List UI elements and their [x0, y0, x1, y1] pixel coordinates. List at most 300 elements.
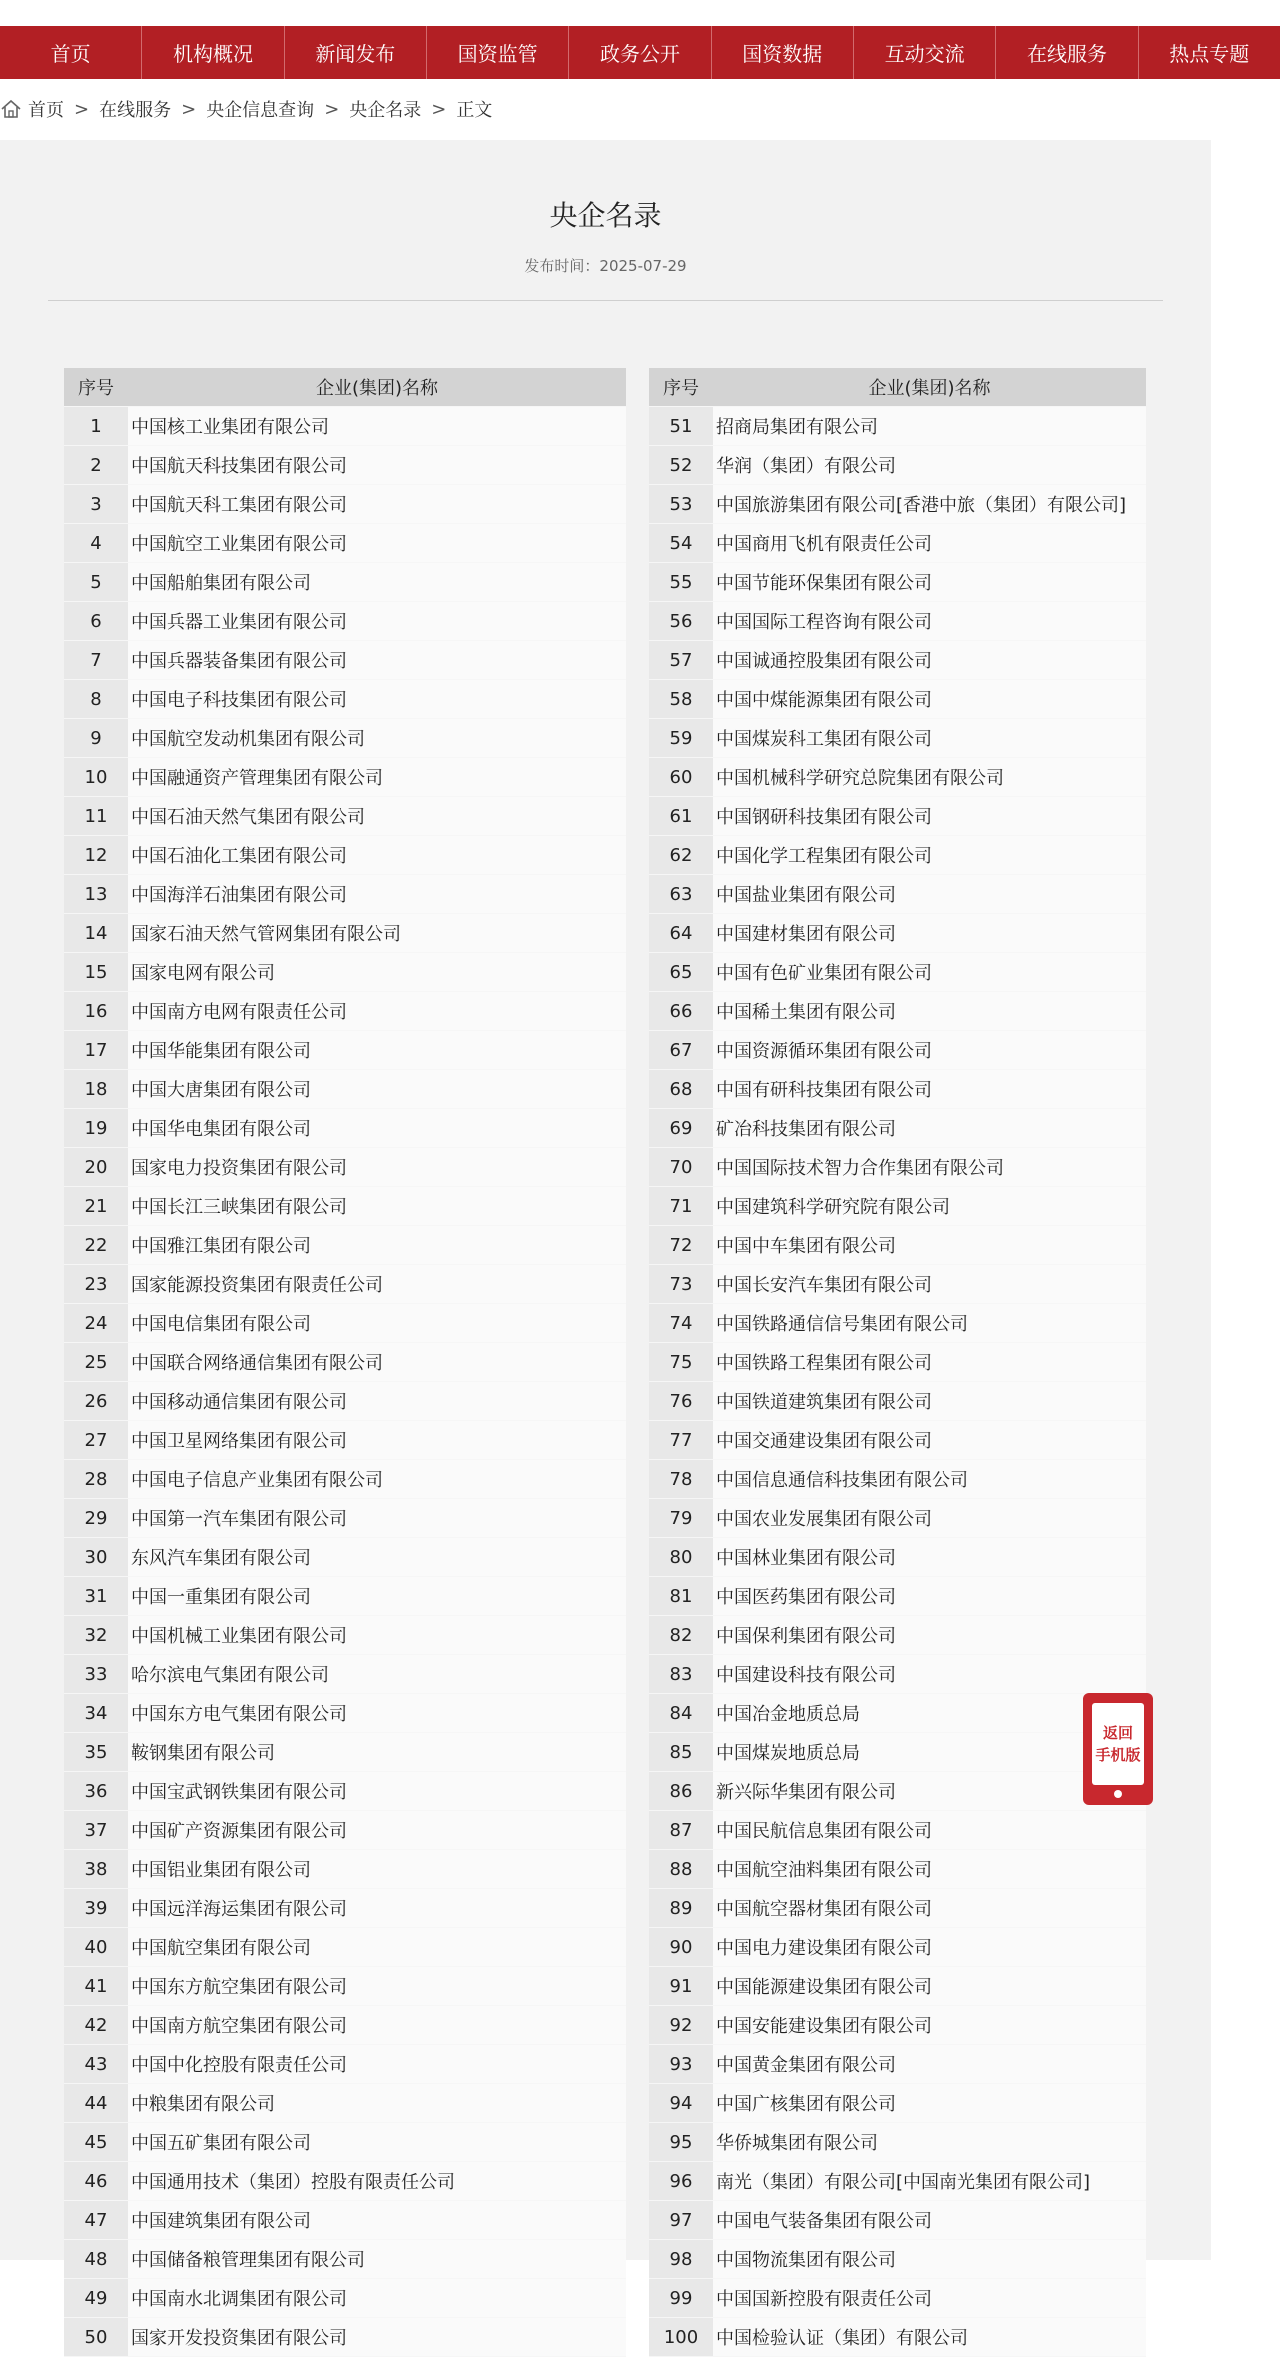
company-name: 哈尔滨电气集团有限公司 — [128, 1655, 626, 1694]
back-to-mobile-button[interactable] — [1083, 1693, 1153, 1805]
row-number: 95 — [649, 2123, 713, 2162]
row-number: 58 — [649, 680, 713, 719]
row-number: 52 — [649, 446, 713, 485]
table-row — [649, 2279, 1146, 2318]
table-row — [649, 953, 1146, 992]
table-row — [64, 602, 626, 641]
row-number: 19 — [64, 1109, 128, 1148]
table-row — [649, 407, 1146, 446]
company-name: 中粮集团有限公司 — [128, 2084, 626, 2123]
row-number: 41 — [64, 1967, 128, 2006]
row-number: 77 — [649, 1421, 713, 1460]
mobile-button-line2: 手机版 — [1095, 1746, 1141, 1764]
table-row — [649, 680, 1146, 719]
main-nav — [0, 26, 1280, 79]
company-name: 中国稀土集团有限公司 — [713, 992, 1146, 1031]
table-row — [64, 719, 626, 758]
row-number: 97 — [649, 2201, 713, 2240]
row-number: 44 — [64, 2084, 128, 2123]
row-number: 84 — [649, 1694, 713, 1733]
table-row — [649, 1850, 1146, 1889]
company-name: 新兴际华集团有限公司 — [713, 1772, 1146, 1811]
company-name: 中国航空器材集团有限公司 — [713, 1889, 1146, 1928]
company-name: 中国物流集团有限公司 — [713, 2240, 1146, 2279]
table-row — [64, 992, 626, 1031]
nav-item-2[interactable]: 新闻发布 — [285, 26, 427, 79]
table-row — [649, 1655, 1146, 1694]
table-row — [64, 641, 626, 680]
company-name: 中国东方电气集团有限公司 — [128, 1694, 626, 1733]
row-number: 16 — [64, 992, 128, 1031]
company-name: 中国五矿集团有限公司 — [128, 2123, 626, 2162]
table-row — [649, 1148, 1146, 1187]
row-number: 48 — [64, 2240, 128, 2279]
row-number: 76 — [649, 1382, 713, 1421]
company-name: 中国诚通控股集团有限公司 — [713, 641, 1146, 680]
breadcrumb — [0, 96, 492, 122]
company-name: 中国移动通信集团有限公司 — [128, 1382, 626, 1421]
table-row — [64, 2006, 626, 2045]
row-number: 25 — [64, 1343, 128, 1382]
company-name: 中国宝武钢铁集团有限公司 — [128, 1772, 626, 1811]
company-name: 中国钢研科技集团有限公司 — [713, 797, 1146, 836]
row-number: 34 — [64, 1694, 128, 1733]
row-number: 100 — [649, 2318, 713, 2357]
company-name: 中国冶金地质总局 — [713, 1694, 1146, 1733]
company-name: 中国航空集团有限公司 — [128, 1928, 626, 1967]
table-row — [64, 1616, 626, 1655]
row-number: 15 — [64, 953, 128, 992]
company-name: 中国大唐集团有限公司 — [128, 1070, 626, 1109]
company-name: 中国航天科工集团有限公司 — [128, 485, 626, 524]
company-name: 中国南方航空集团有限公司 — [128, 2006, 626, 2045]
table-row — [649, 1889, 1146, 1928]
company-name: 中国一重集团有限公司 — [128, 1577, 626, 1616]
company-name: 中国商用飞机有限责任公司 — [713, 524, 1146, 563]
table-row — [64, 1772, 626, 1811]
table-row — [64, 2045, 626, 2084]
row-number: 47 — [64, 2201, 128, 2240]
table-row — [649, 797, 1146, 836]
company-name: 中国核工业集团有限公司 — [128, 407, 626, 446]
row-number: 53 — [649, 485, 713, 524]
publish-date: 2025-07-29 — [599, 257, 687, 275]
company-name: 中国煤炭科工集团有限公司 — [713, 719, 1146, 758]
table-row — [64, 953, 626, 992]
company-name: 中国信息通信科技集团有限公司 — [713, 1460, 1146, 1499]
row-number: 49 — [64, 2279, 128, 2318]
table-row — [64, 1265, 626, 1304]
row-number: 93 — [649, 2045, 713, 2084]
row-number: 7 — [64, 641, 128, 680]
table-row — [649, 1538, 1146, 1577]
row-number: 10 — [64, 758, 128, 797]
company-name: 招商局集团有限公司 — [713, 407, 1146, 446]
row-number: 12 — [64, 836, 128, 875]
company-name: 中国铁路工程集团有限公司 — [713, 1343, 1146, 1382]
table-row — [64, 1304, 626, 1343]
company-name: 中国雅江集团有限公司 — [128, 1226, 626, 1265]
table-row — [64, 797, 626, 836]
company-name: 中国中煤能源集团有限公司 — [713, 680, 1146, 719]
header-name: 企业(集团)名称 — [713, 368, 1146, 407]
row-number: 99 — [649, 2279, 713, 2318]
company-name: 中国航天科技集团有限公司 — [128, 446, 626, 485]
table-row — [64, 1460, 626, 1499]
header-no: 序号 — [64, 368, 128, 407]
row-number: 45 — [64, 2123, 128, 2162]
company-name: 中国国际工程咨询有限公司 — [713, 602, 1146, 641]
row-number: 32 — [64, 1616, 128, 1655]
row-number: 35 — [64, 1733, 128, 1772]
table-row — [649, 1967, 1146, 2006]
table-row — [64, 2279, 626, 2318]
header-name: 企业(集团)名称 — [128, 368, 626, 407]
table-row — [649, 758, 1146, 797]
table-row — [64, 2162, 626, 2201]
company-name: 中国机械科学研究总院集团有限公司 — [713, 758, 1146, 797]
row-number: 43 — [64, 2045, 128, 2084]
table-row — [64, 1421, 626, 1460]
company-name: 中国远洋海运集团有限公司 — [128, 1889, 626, 1928]
row-number: 62 — [649, 836, 713, 875]
company-name: 中国广核集团有限公司 — [713, 2084, 1146, 2123]
company-name: 中国盐业集团有限公司 — [713, 875, 1146, 914]
company-name: 中国有研科技集团有限公司 — [713, 1070, 1146, 1109]
row-number: 81 — [649, 1577, 713, 1616]
table-row — [64, 563, 626, 602]
row-number: 73 — [649, 1265, 713, 1304]
table-row — [64, 875, 626, 914]
home-icon — [0, 98, 22, 120]
company-name: 中国医药集团有限公司 — [713, 1577, 1146, 1616]
company-name: 中国民航信息集团有限公司 — [713, 1811, 1146, 1850]
nav-item-8[interactable]: 热点专题 — [1169, 42, 1250, 66]
company-name: 中国农业发展集团有限公司 — [713, 1499, 1146, 1538]
row-number: 71 — [649, 1187, 713, 1226]
row-number: 26 — [64, 1382, 128, 1421]
company-name: 中国东方航空集团有限公司 — [128, 1967, 626, 2006]
table-row — [64, 2318, 626, 2357]
nav-item-0[interactable]: 首页 — [0, 26, 142, 79]
table-row — [649, 1421, 1146, 1460]
row-number: 22 — [64, 1226, 128, 1265]
table-row — [64, 1811, 626, 1850]
row-number: 5 — [64, 563, 128, 602]
row-number: 20 — [64, 1148, 128, 1187]
breadcrumb-separator: > — [324, 98, 340, 120]
row-number: 50 — [64, 2318, 128, 2357]
table-row — [649, 2084, 1146, 2123]
table-row — [64, 2240, 626, 2279]
nav-item-7[interactable]: 在线服务 — [996, 26, 1138, 79]
table-row — [64, 1967, 626, 2006]
row-number: 94 — [649, 2084, 713, 2123]
breadcrumb-item-0[interactable]: 首页 — [28, 100, 64, 121]
row-number: 75 — [649, 1343, 713, 1382]
row-number: 98 — [649, 2240, 713, 2279]
table-row — [64, 1499, 626, 1538]
table-row — [64, 1928, 626, 1967]
row-number: 91 — [649, 1967, 713, 2006]
row-number: 36 — [64, 1772, 128, 1811]
company-name: 中国中化控股有限责任公司 — [128, 2045, 626, 2084]
page-title: 央企名录 — [549, 199, 662, 232]
table-row — [649, 1694, 1146, 1733]
breadcrumb-separator: > — [181, 98, 197, 120]
row-number: 31 — [64, 1577, 128, 1616]
row-number: 65 — [649, 953, 713, 992]
company-name: 中国海洋石油集团有限公司 — [128, 875, 626, 914]
table-row — [64, 1148, 626, 1187]
company-name: 中国通用技术（集团）控股有限责任公司 — [128, 2162, 626, 2201]
nav-item-5[interactable]: 国资数据 — [712, 26, 854, 79]
row-number: 96 — [649, 2162, 713, 2201]
row-number: 23 — [64, 1265, 128, 1304]
company-name: 中国资源循环集团有限公司 — [713, 1031, 1146, 1070]
row-number: 70 — [649, 1148, 713, 1187]
company-name: 矿冶科技集团有限公司 — [713, 1109, 1146, 1148]
table-row — [649, 1304, 1146, 1343]
table-row — [64, 446, 626, 485]
company-name: 华侨城集团有限公司 — [713, 2123, 1146, 2162]
table-row — [64, 836, 626, 875]
table-row — [649, 602, 1146, 641]
table-row — [649, 1382, 1146, 1421]
publish-info — [0, 255, 1211, 276]
company-name: 中国联合网络通信集团有限公司 — [128, 1343, 626, 1382]
company-name: 中国卫星网络集团有限公司 — [128, 1421, 626, 1460]
row-number: 40 — [64, 1928, 128, 1967]
table-row — [649, 2162, 1146, 2201]
company-name: 中国旅游集团有限公司[香港中旅（集团）有限公司] — [713, 485, 1146, 524]
nav-item-4[interactable]: 政务公开 — [569, 26, 711, 79]
company-table-right — [649, 368, 1146, 2357]
row-number: 4 — [64, 524, 128, 563]
row-number: 59 — [649, 719, 713, 758]
row-number: 1 — [64, 407, 128, 446]
breadcrumb-item-1[interactable]: 在线服务 — [99, 100, 172, 121]
table-row — [64, 2201, 626, 2240]
company-name: 东风汽车集团有限公司 — [128, 1538, 626, 1577]
table-row — [649, 2006, 1146, 2045]
table-row — [649, 1460, 1146, 1499]
breadcrumb-item-2[interactable]: 央企信息查询 — [206, 100, 315, 121]
row-number: 3 — [64, 485, 128, 524]
table-row — [64, 1382, 626, 1421]
row-number: 13 — [64, 875, 128, 914]
company-name: 中国建材集团有限公司 — [713, 914, 1146, 953]
breadcrumb-item-3[interactable]: 央企名录 — [349, 100, 422, 121]
row-number: 27 — [64, 1421, 128, 1460]
row-number: 54 — [649, 524, 713, 563]
table-row — [64, 1109, 626, 1148]
table-row — [649, 1109, 1146, 1148]
company-name: 中国铁道建筑集团有限公司 — [713, 1382, 1146, 1421]
company-name: 中国煤炭地质总局 — [713, 1733, 1146, 1772]
row-number: 42 — [64, 2006, 128, 2045]
row-number: 39 — [64, 1889, 128, 1928]
company-name: 中国石油天然气集团有限公司 — [128, 797, 626, 836]
row-number: 68 — [649, 1070, 713, 1109]
row-number: 85 — [649, 1733, 713, 1772]
table-row — [649, 1772, 1146, 1811]
company-name: 中国能源建设集团有限公司 — [713, 1967, 1146, 2006]
company-name: 中国航空工业集团有限公司 — [128, 524, 626, 563]
row-number: 61 — [649, 797, 713, 836]
company-name: 中国化学工程集团有限公司 — [713, 836, 1146, 875]
company-name: 中国电子信息产业集团有限公司 — [128, 1460, 626, 1499]
table-row — [64, 1187, 626, 1226]
row-number: 38 — [64, 1850, 128, 1889]
company-name: 中国华能集团有限公司 — [128, 1031, 626, 1070]
row-number: 80 — [649, 1538, 713, 1577]
company-name: 中国安能建设集团有限公司 — [713, 2006, 1146, 2045]
phone-icon — [1092, 1703, 1144, 1785]
table-row — [64, 524, 626, 563]
table-row — [649, 1616, 1146, 1655]
nav-item-6[interactable]: 互动交流 — [854, 26, 996, 79]
row-number: 89 — [649, 1889, 713, 1928]
company-name: 中国国新控股有限责任公司 — [713, 2279, 1146, 2318]
row-number: 92 — [649, 2006, 713, 2045]
company-name: 中国南水北调集团有限公司 — [128, 2279, 626, 2318]
company-name: 中国林业集团有限公司 — [713, 1538, 1146, 1577]
company-name: 中国节能环保集团有限公司 — [713, 563, 1146, 602]
company-name: 中国国际技术智力合作集团有限公司 — [713, 1148, 1146, 1187]
table-row — [649, 641, 1146, 680]
row-number: 55 — [649, 563, 713, 602]
table-row — [649, 1499, 1146, 1538]
table-row — [64, 485, 626, 524]
company-name: 中国航空油料集团有限公司 — [713, 1850, 1146, 1889]
table-row — [64, 1694, 626, 1733]
title-divider — [48, 300, 1163, 301]
row-number: 30 — [64, 1538, 128, 1577]
publish-label: 发布时间： — [524, 257, 600, 275]
table-row — [64, 914, 626, 953]
table-row — [64, 1343, 626, 1382]
table-row — [649, 1343, 1146, 1382]
company-name: 中国兵器装备集团有限公司 — [128, 641, 626, 680]
table-row — [64, 1538, 626, 1577]
row-number: 66 — [649, 992, 713, 1031]
company-name: 国家电力投资集团有限公司 — [128, 1148, 626, 1187]
table-row — [649, 524, 1146, 563]
table-row — [64, 758, 626, 797]
company-name: 中国南方电网有限责任公司 — [128, 992, 626, 1031]
row-number: 11 — [64, 797, 128, 836]
row-number: 17 — [64, 1031, 128, 1070]
company-name: 中国建筑科学研究院有限公司 — [713, 1187, 1146, 1226]
company-name: 国家石油天然气管网集团有限公司 — [128, 914, 626, 953]
row-number: 74 — [649, 1304, 713, 1343]
company-name: 中国储备粮管理集团有限公司 — [128, 2240, 626, 2279]
company-name: 中国兵器工业集团有限公司 — [128, 602, 626, 641]
row-number: 78 — [649, 1460, 713, 1499]
row-number: 64 — [649, 914, 713, 953]
company-name: 中国黄金集团有限公司 — [713, 2045, 1146, 2084]
company-name: 中国交通建设集团有限公司 — [713, 1421, 1146, 1460]
row-number: 88 — [649, 1850, 713, 1889]
table-row — [649, 992, 1146, 1031]
company-name: 中国船舶集团有限公司 — [128, 563, 626, 602]
row-number: 37 — [64, 1811, 128, 1850]
row-number: 51 — [649, 407, 713, 446]
row-number: 56 — [649, 602, 713, 641]
company-name: 国家开发投资集团有限公司 — [128, 2318, 626, 2357]
phone-home-dot — [1114, 1790, 1122, 1798]
table-row — [64, 1031, 626, 1070]
table-row — [649, 1031, 1146, 1070]
company-name: 中国矿产资源集团有限公司 — [128, 1811, 626, 1850]
breadcrumb-item-4: 正文 — [456, 100, 493, 121]
row-number: 8 — [64, 680, 128, 719]
row-number: 67 — [649, 1031, 713, 1070]
table-row — [649, 2318, 1146, 2357]
row-number: 69 — [649, 1109, 713, 1148]
table-row — [64, 680, 626, 719]
company-name: 中国铁路通信信号集团有限公司 — [713, 1304, 1146, 1343]
table-row — [649, 1733, 1146, 1772]
company-name: 中国第一汽车集团有限公司 — [128, 1499, 626, 1538]
mobile-button-line1: 返回 — [1102, 1724, 1133, 1742]
row-number: 83 — [649, 1655, 713, 1694]
table-row — [649, 2240, 1146, 2279]
company-name: 国家电网有限公司 — [128, 953, 626, 992]
table-row — [649, 1070, 1146, 1109]
row-number: 72 — [649, 1226, 713, 1265]
table-row — [649, 1577, 1146, 1616]
table-row — [64, 407, 626, 446]
table-row — [649, 563, 1146, 602]
row-number: 82 — [649, 1616, 713, 1655]
table-row — [64, 1733, 626, 1772]
company-name: 中国电力建设集团有限公司 — [713, 1928, 1146, 1967]
breadcrumb-separator: > — [74, 98, 90, 120]
table-row — [64, 1850, 626, 1889]
table-row — [64, 2123, 626, 2162]
table-row — [649, 446, 1146, 485]
row-number: 63 — [649, 875, 713, 914]
table-row — [64, 1577, 626, 1616]
company-name: 中国华电集团有限公司 — [128, 1109, 626, 1148]
nav-item-3[interactable]: 国资监管 — [427, 26, 569, 79]
row-number: 9 — [64, 719, 128, 758]
company-name: 鞍钢集团有限公司 — [128, 1733, 626, 1772]
row-number: 87 — [649, 1811, 713, 1850]
row-number: 90 — [649, 1928, 713, 1967]
table-row — [649, 1265, 1146, 1304]
row-number: 14 — [64, 914, 128, 953]
row-number: 57 — [649, 641, 713, 680]
row-number: 79 — [649, 1499, 713, 1538]
row-number: 60 — [649, 758, 713, 797]
breadcrumb-separator: > — [431, 98, 447, 120]
table-row — [649, 2045, 1146, 2084]
nav-item-1[interactable]: 机构概况 — [142, 26, 284, 79]
row-number: 29 — [64, 1499, 128, 1538]
table-row — [649, 719, 1146, 758]
company-name: 中国机械工业集团有限公司 — [128, 1616, 626, 1655]
row-number: 86 — [649, 1772, 713, 1811]
company-table-left — [64, 368, 626, 2357]
company-name: 中国电子科技集团有限公司 — [128, 680, 626, 719]
company-name: 中国融通资产管理集团有限公司 — [128, 758, 626, 797]
company-name: 中国长江三峡集团有限公司 — [128, 1187, 626, 1226]
row-number: 18 — [64, 1070, 128, 1109]
table-row — [64, 1070, 626, 1109]
